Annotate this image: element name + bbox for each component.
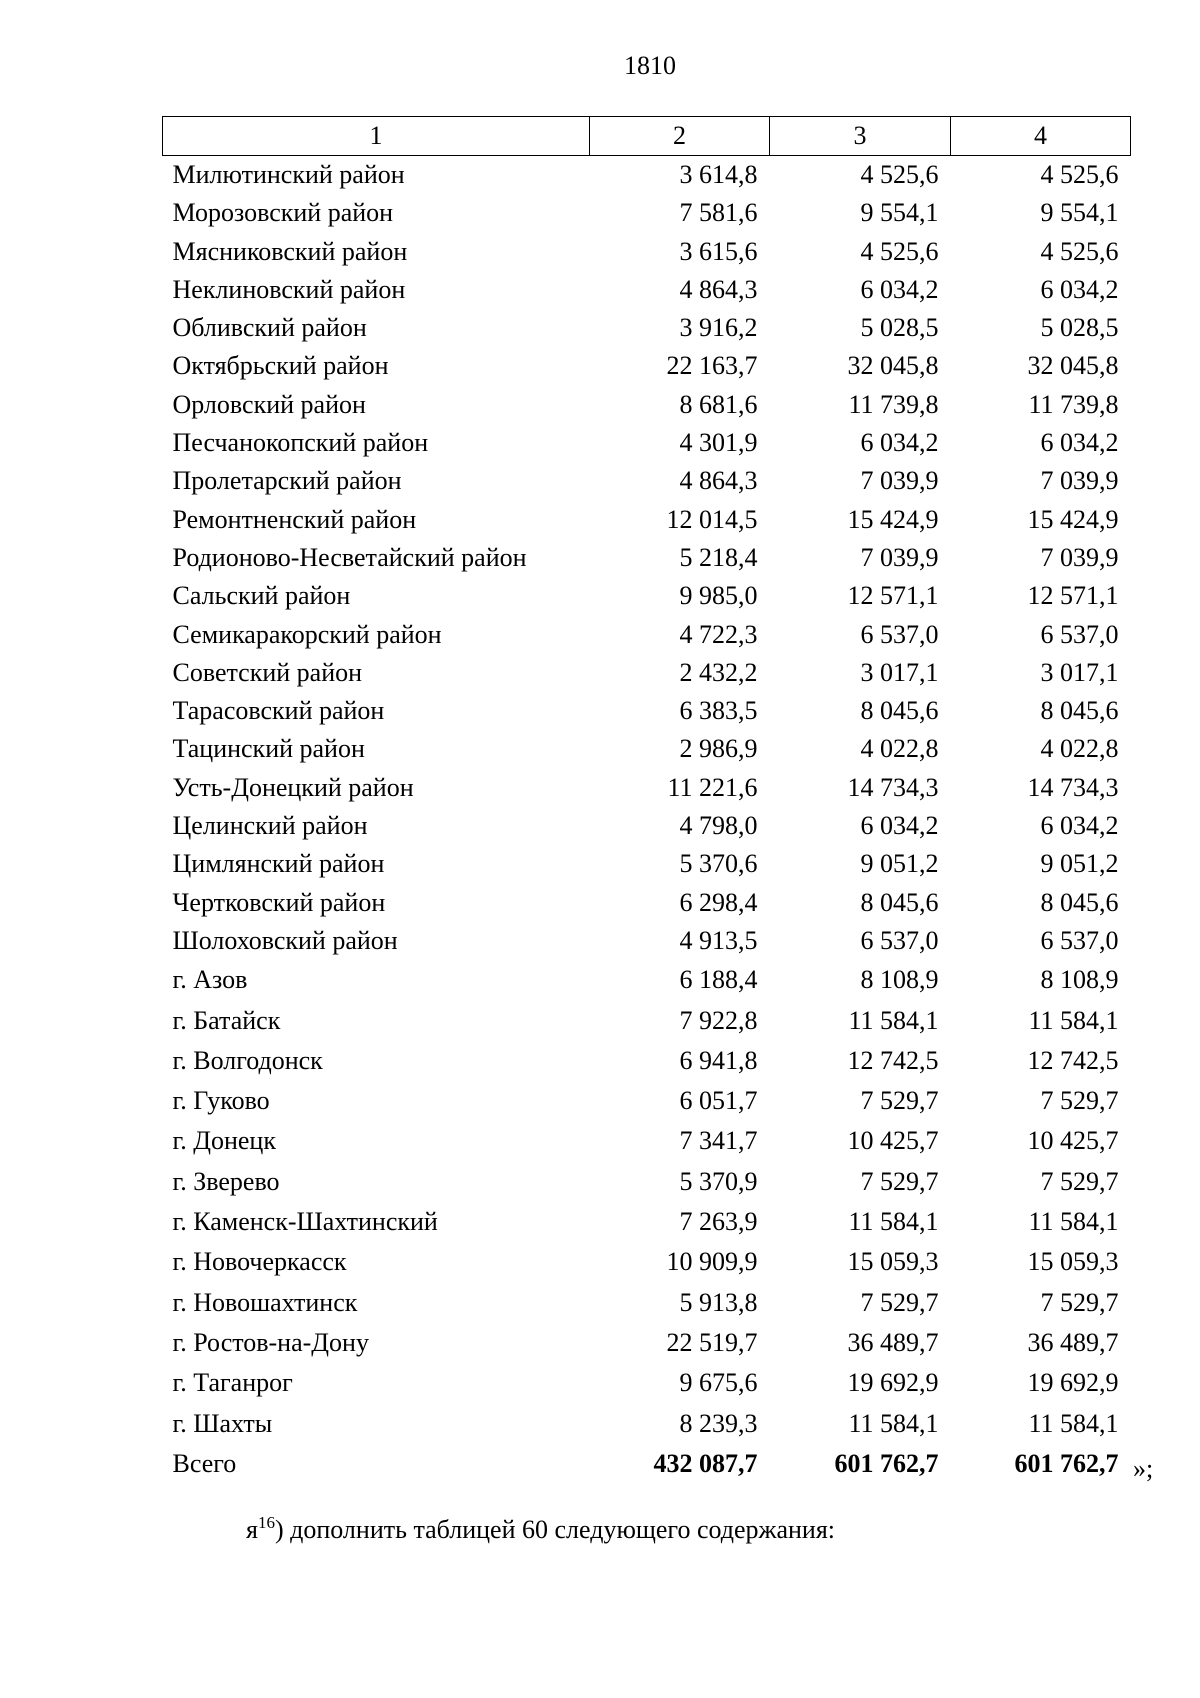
row-col-3: 5 028,5 [860,313,939,343]
header-col-3: 3 [770,117,951,156]
header-col-4: 4 [951,117,1131,156]
table-row [163,1283,1131,1323]
row-col-2: 10 909,9 [666,1247,758,1277]
table-row [163,1162,1131,1202]
row-col-3: 6 034,2 [860,811,939,841]
row-col-4: 15 059,3 [1027,1247,1119,1277]
row-col-2: 7 922,8 [679,1005,758,1035]
row-col-2: 9 675,6 [679,1368,758,1398]
row-col-3: 11 584,1 [848,1005,939,1035]
row-col-4: 8 045,6 [1040,887,1119,917]
row-col-3: 3 017,1 [860,657,939,687]
row-name: Сальский район [172,581,351,611]
row-col-3: 11 584,1 [848,1207,939,1237]
row-col-4: 7 529,7 [1040,1086,1119,1116]
row-col-4: 12 571,1 [1027,581,1119,611]
total-col-4: 601 762,7 [1014,1448,1119,1478]
row-name: г. Шахты [172,1408,273,1438]
row-col-4: 8 045,6 [1040,696,1119,726]
row-col-4: 11 584,1 [1028,1207,1119,1237]
table-row [163,462,1131,500]
row-name: Шолоховский район [172,925,398,955]
row-col-3: 4 525,6 [860,236,939,266]
table-body [163,156,1131,1484]
row-col-2: 4 798,0 [679,811,758,841]
row-col-3: 8 045,6 [860,887,939,917]
row-col-4: 36 489,7 [1027,1327,1119,1357]
footer-prefix: я [246,1515,258,1544]
row-col-4: 12 742,5 [1027,1045,1119,1075]
row-name: Усть-Донецкий район [172,772,414,802]
row-col-3: 8 045,6 [860,696,939,726]
budget-table [162,116,1131,1484]
row-col-3: 7 529,7 [860,1287,939,1317]
total-col-3: 601 762,7 [834,1448,939,1478]
row-col-3: 9 051,2 [860,849,939,879]
row-col-2: 5 218,4 [679,542,758,572]
table-row [163,1202,1131,1242]
row-col-4: 4 022,8 [1040,734,1119,764]
row-name: г. Новочеркасск [172,1247,347,1277]
row-col-4: 10 425,7 [1027,1126,1119,1156]
row-name: Орловский район [172,389,366,419]
row-col-3: 6 537,0 [860,619,939,649]
row-col-3: 7 529,7 [860,1166,939,1196]
row-col-3: 6 034,2 [860,428,939,458]
row-col-3: 9 554,1 [860,198,939,228]
row-col-3: 4 525,6 [860,160,939,189]
row-col-4: 14 734,3 [1027,772,1119,802]
row-col-4: 7 529,7 [1040,1166,1119,1196]
row-col-2: 7 581,6 [679,198,758,228]
total-label: Всего [172,1448,237,1478]
row-col-4: 7 039,9 [1040,542,1119,572]
table-row [163,1404,1131,1444]
header-col-1: 1 [163,117,590,156]
row-col-2: 6 051,7 [679,1086,758,1116]
row-col-2: 4 864,3 [679,466,758,496]
row-col-2: 8 239,3 [679,1408,758,1438]
table-row [163,271,1131,309]
row-col-4: 9 554,1 [1040,198,1119,228]
page-number: 1810 [624,51,676,80]
row-col-2: 9 985,0 [679,581,758,611]
table-row [163,501,1131,539]
table-row [163,1041,1131,1081]
row-col-3: 32 045,8 [847,351,939,381]
table-row [163,233,1131,271]
row-col-3: 10 425,7 [847,1126,939,1156]
row-col-4: 7 039,9 [1040,466,1119,496]
table-row [163,960,1131,1000]
row-col-2: 4 864,3 [679,274,758,304]
row-name: г. Гуково [172,1086,270,1116]
table-row [163,386,1131,424]
row-name: Советский район [172,657,363,687]
row-col-3: 12 571,1 [847,581,939,611]
row-col-2: 7 263,9 [679,1207,758,1237]
closing-quote-mark: »; [1133,1454,1154,1483]
table-row [163,539,1131,577]
table-row [163,1323,1131,1363]
footer-text: ) дополнить таблицей 60 следующего содержания: [274,1515,836,1544]
row-col-3: 36 489,7 [847,1327,939,1357]
row-col-2: 2 986,9 [679,734,758,764]
row-name: г. Батайск [172,1005,281,1035]
row-col-3: 11 584,1 [848,1408,939,1438]
row-name: г. Ростов-на-Дону [172,1327,369,1357]
row-col-2: 6 383,5 [679,696,758,726]
row-name: Обливский район [172,313,367,343]
table-row [163,1363,1131,1403]
footer-superscript: 16 [257,1513,275,1532]
row-col-3: 19 692,9 [847,1368,939,1398]
row-col-3: 7 529,7 [860,1086,939,1116]
row-col-3: 6 034,2 [860,274,939,304]
row-col-2: 3 916,2 [679,313,758,343]
table-row [163,769,1131,807]
row-col-2: 4 913,5 [679,925,758,955]
row-name: г. Донецк [172,1126,276,1156]
row-name: г. Каменск-Шахтинский [172,1207,438,1237]
row-name: Тацинский район [172,734,365,764]
row-col-2: 12 014,5 [666,504,758,534]
total-col-2: 432 087,7 [653,1448,758,1478]
row-col-2: 3 615,6 [679,236,758,266]
row-col-4: 6 034,2 [1040,274,1119,304]
row-col-2: 5 370,9 [679,1166,758,1196]
row-col-4: 3 017,1 [1040,657,1119,687]
row-col-2: 4 722,3 [679,619,758,649]
table-row [163,1121,1131,1161]
table-row [163,1001,1131,1041]
row-col-3: 7 039,9 [860,466,939,496]
table-row [163,807,1131,845]
row-name: Тарасовский район [172,696,385,726]
table-row [163,1242,1131,1282]
row-col-2: 22 163,7 [666,351,758,381]
table-row [163,156,1131,195]
row-col-4: 6 537,0 [1040,619,1119,649]
row-name: Пролетарский район [172,466,402,496]
row-name: г. Зверево [172,1166,280,1196]
row-col-3: 6 537,0 [860,925,939,955]
row-col-3: 14 734,3 [847,772,939,802]
row-name: Цимлянский район [172,849,385,879]
table-row [163,1081,1131,1121]
table-header [163,117,1131,156]
row-col-4: 32 045,8 [1027,351,1119,381]
row-name: Ремонтненский район [172,504,417,534]
row-name: г. Волгодонск [172,1045,323,1075]
table-row [163,884,1131,922]
total-row [163,1444,1131,1484]
footer-paragraph [246,1510,835,1550]
table-row [163,424,1131,462]
table-row [163,616,1131,654]
row-name: г. Азов [172,965,248,995]
row-name: Семикаракорский район [172,619,442,649]
row-col-3: 4 022,8 [860,734,939,764]
row-col-2: 3 614,8 [679,160,758,189]
row-col-2: 22 519,7 [666,1327,758,1357]
row-name: Чертковский район [172,887,386,917]
row-name: Родионово-Несветайский район [172,542,527,572]
row-name: Мясниковский район [172,236,408,266]
row-name: Октябрьский район [172,351,389,381]
table-row [163,730,1131,768]
row-col-4: 4 525,6 [1040,236,1119,266]
row-col-3: 7 039,9 [860,542,939,572]
table-row [163,654,1131,692]
row-col-4: 6 034,2 [1040,428,1119,458]
row-col-3: 11 739,8 [848,389,939,419]
row-col-2: 5 913,8 [679,1287,758,1317]
table-row [163,194,1131,232]
row-name: Целинский район [172,811,368,841]
table-row [163,577,1131,615]
row-col-4: 8 108,9 [1040,965,1119,995]
row-col-3: 15 424,9 [847,504,939,534]
row-col-2: 5 370,6 [679,849,758,879]
table-row [163,309,1131,347]
row-col-4: 11 739,8 [1028,389,1119,419]
table-row [163,845,1131,883]
row-col-3: 15 059,3 [847,1247,939,1277]
row-col-4: 5 028,5 [1040,313,1119,343]
row-col-4: 11 584,1 [1028,1408,1119,1438]
row-name: Милютинский район [172,160,405,189]
table-row [163,922,1131,960]
row-name: г. Новошахтинск [172,1287,358,1317]
row-col-2: 8 681,6 [679,389,758,419]
row-col-4: 9 051,2 [1040,849,1119,879]
row-col-2: 4 301,9 [679,428,758,458]
row-col-2: 7 341,7 [679,1126,758,1156]
row-col-4: 6 034,2 [1040,811,1119,841]
row-name: Морозовский район [172,198,394,228]
row-col-4: 7 529,7 [1040,1287,1119,1317]
row-col-4: 4 525,6 [1040,160,1119,189]
row-name: Неклиновский район [172,274,406,304]
row-col-4: 19 692,9 [1027,1368,1119,1398]
row-col-2: 2 432,2 [679,657,758,687]
row-col-4: 6 537,0 [1040,925,1119,955]
row-col-2: 6 188,4 [679,965,758,995]
row-col-3: 8 108,9 [860,965,939,995]
row-name: г. Таганрог [172,1368,293,1398]
table-row [163,692,1131,730]
row-col-2: 11 221,6 [667,772,758,802]
table-row [163,347,1131,385]
row-col-4: 15 424,9 [1027,504,1119,534]
row-col-2: 6 941,8 [679,1045,758,1075]
row-name: Песчанокопский район [172,428,429,458]
row-col-3: 12 742,5 [847,1045,939,1075]
row-col-4: 11 584,1 [1028,1005,1119,1035]
header-col-2: 2 [590,117,770,156]
row-col-2: 6 298,4 [679,887,758,917]
